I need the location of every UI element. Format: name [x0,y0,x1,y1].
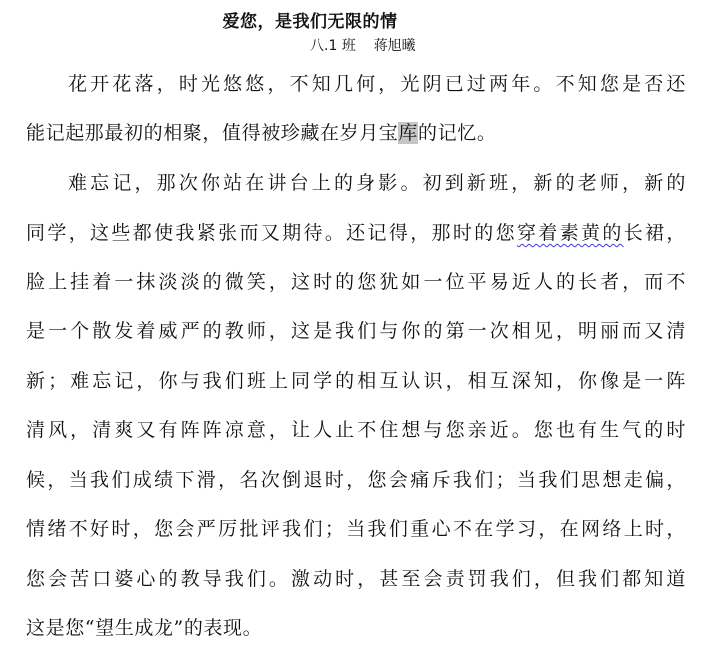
text-run: 长裙， [623,222,686,244]
selected-text[interactable]: 库 [398,122,419,144]
paragraph-line: 难忘记，那次你站在讲台上的身影。初到新班，新的老师，新的 [68,172,686,194]
paragraph-line: 是一个散发着威严的教师，这是我们与你的第一次相见，明丽而又清 [26,320,686,342]
paragraph-line [26,119,686,147]
paragraph-line: 新；难忘记，你与我们班上同学的相互认识，相互深知，你像是一阵 [26,370,686,392]
text-run: 能记起那最初的相聚，值得被珍藏在岁月宝 [26,122,399,144]
spellcheck-underlined-text[interactable]: 穿着素黄的 [516,222,624,244]
paragraph-line: 清风，清爽又有阵阵凉意，让人止不住想与您亲近。您也有生气的时 [26,419,686,441]
paragraph-line: 花开花落，时光悠悠，不知几何，光阴已过两年。不知您是否还 [68,73,686,95]
text-run: 同学，这些都使我紧张而又期待。还记得，那时的您 [26,222,517,244]
paragraph-line [26,219,686,247]
author-byline: 八.1 班 蒋旭曦 [310,38,416,54]
paragraph-line: 您会苦口婆心的教导我们。激动时，甚至会责罚我们，但我们都知道 [26,568,686,590]
paragraph-line: 情绪不好时，您会严厉批评我们；当我们重心不在学习，在网络上时， [26,518,686,540]
paragraph-line: 脸上挂着一抹淡淡的微笑，这时的您犹如一位平易近人的长者，而不 [26,271,686,293]
paragraph-line: 候，当我们成绩下滑，名次倒退时，您会痛斥我们；当我们思想走偏， [26,469,686,491]
essay-title: 爱您，是我们无限的情 [222,12,398,32]
text-run: 的记忆。 [418,122,497,144]
paragraph-line: 这是您“望生成龙”的表现。 [26,617,263,639]
